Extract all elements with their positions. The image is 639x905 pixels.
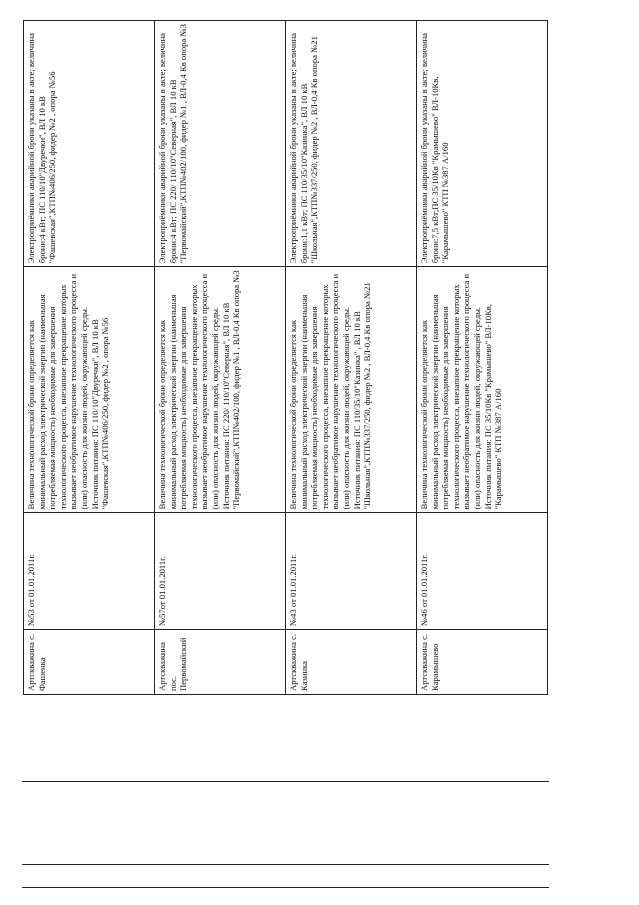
object-cell: Артскважина с. Казинка: [286, 630, 417, 695]
tech-armor-cell: Величина технологической брони определяется как минимальный расход электрической энергии (наименьшая потребляемая мощность) необходимые для завершения технологического процесса, внезапное прекращение которых вызывает необратимое нарушение технологического процесса и (или) опасность для жизни людей, окружающей среды. Источник питания: ПС 220/ 110/10"Северная", ВЛ 10 кВ "Первомайский",КТП№402/100, фидер №1 , ВЛ-0,4 Кв опора №3: [155, 267, 286, 513]
table-row: [24, 21, 155, 695]
horizontal-rule: [22, 864, 549, 865]
act-cell: №53 от 01.01.2011г.: [24, 513, 155, 630]
tech-armor-cell: Величина технологической брони определяется как минимальный расход электрической энергии (наименьшая потребляемая мощность) необходимые для завершения технологического процесса, внезапное прекращение которых вызывает необратимое нарушение технологического процесса и (или) опасность для жизни людей, окружающей среды. Источник питания: ПС 110/10"Двуречки", ВЛ 10 кВ "Фашевская",КТП№406/250, фидер №2 , опора №56: [24, 267, 155, 513]
emergency-armor-cell: Электроприёмники аварийной брони указаны в акте; величина брони:4 кВт; ПС 110/10"Двуречки", ВЛ 10 кВ "Фашевская",КТП№406/250, фидер №2 , опора №56: [24, 21, 155, 267]
table-row: [286, 21, 417, 695]
emergency-armor-cell: Электроприёмники аварийной брони указаны в акте; величина брони:7,5 кВт;ПС 35/10Кв "Крамышево" ВЛ-10Кв, "Карамышево" КТП №387 А/160: [417, 21, 548, 267]
act-cell: №43 от 01.01.2011г.: [286, 513, 417, 630]
rotated-table-container: [23, 20, 548, 695]
table-row: [417, 21, 548, 695]
horizontal-rule: [22, 887, 549, 888]
table-row: [155, 21, 286, 695]
tech-armor-cell: Величина технологической брони определяется как минимальный расход электрической энергии (наименьшая потребляемая мощность) необходимые для завершения технологического процесса, внезапное прекращение которых вызывает необратимое нарушение технологического процесса и (или) опасность для жизни людей, окружающей среды. Источник питания: ПС 35/10Кв "Крамышево" ВЛ-10Кв, "Карамышево" КТП №387 А/160: [417, 267, 548, 513]
object-cell: Артскважина с. Фашенка: [24, 630, 155, 695]
emergency-armor-cell: Электроприёмники аварийной брони указаны в акте; величина брони:1,1 кВт; ПС 110/35/10"Казинка", ВЛ 10 кВ "Школьная",КТП№337/250, фидер №2 , ВЛ-0,4 Кв опора №21: [286, 21, 417, 267]
armor-table: [23, 20, 548, 695]
emergency-armor-cell: Электроприёмники аварийной брони указаны в акте; величина брони:4 кВт; ПС 220/ 110/10"Северная", ВЛ 10 кВ "Первомайский",КТП№402/100, фидер №1 , ВЛ-0,4 Кв опора №3: [155, 21, 286, 267]
object-cell: Артскважина пос. Первомайский: [155, 630, 286, 695]
act-cell: №57от 01.01.2011г.: [155, 513, 286, 630]
object-cell: Артскважина с. Карамышево: [417, 630, 548, 695]
tech-armor-cell: Величина технологической брони определяется как минимальный расход электрической энергии (наименьшая потребляемая мощность) необходимые для завершения технологического процесса, внезапное прекращение которых вызывает необратимое нарушение технологического процесса и (или) опасность для жизни людей, окружающей среды. Источник питания: ПС 110/35/10"Казинка" , ВЛ 10 кВ "Школьная",КТП№337/250, фидер №2 , ВЛ-0,4 Кв опора №21: [286, 267, 417, 513]
horizontal-rule: [22, 781, 549, 782]
act-cell: №46 от 01.01.2011г.: [417, 513, 548, 630]
